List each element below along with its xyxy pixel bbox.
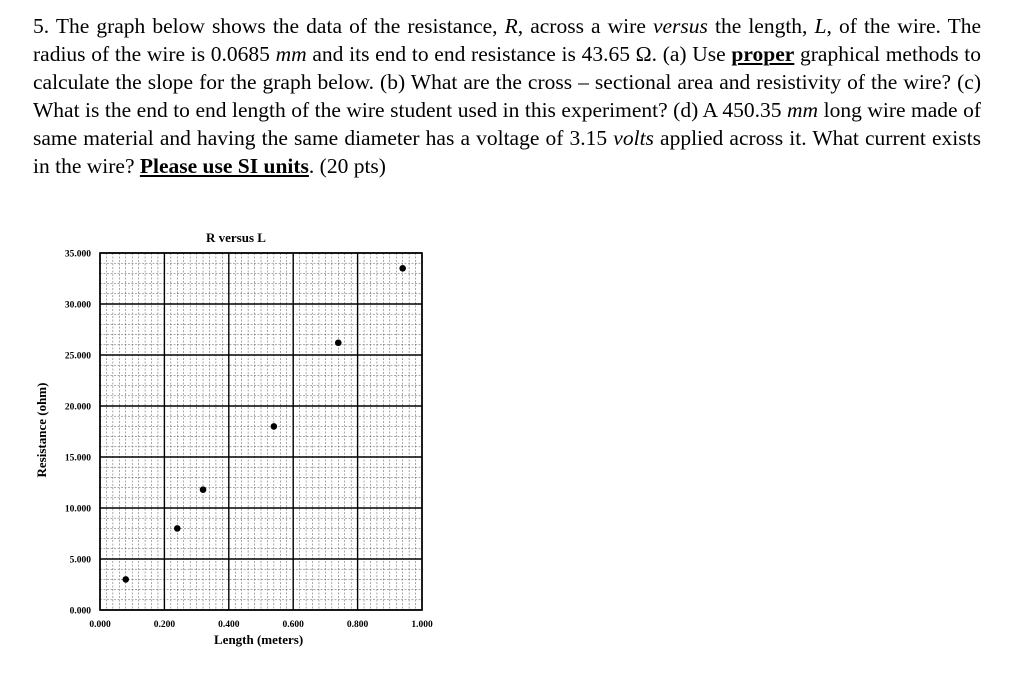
proper-emphasis: proper [731, 42, 795, 66]
x-tick-label: 0.800 [346, 620, 369, 630]
si-units-emphasis: Please use SI units [139, 154, 309, 178]
y-tick-label: 0.000 [69, 606, 91, 617]
versus-word: versus [652, 14, 708, 38]
data-point [174, 525, 181, 532]
data-point [122, 576, 129, 583]
data-point [335, 339, 342, 346]
x-tick-label: 0.200 [153, 620, 176, 630]
problem-statement: 5. The graph below shows the data of the resistance, R, across a wire versus the length, L, of the wire. The radius of the wire is 0.0685 mm and its end to end resistance is 43.65 Ω. (a) Use proper graphical methods to calculate the slope for the graph below. (b) What are the cross – sectional area and resistivity of the wire? (c) What is the end to end length of the wire student used in this experiment? (d) A 450.35 mm long wire made of same material and having the same diameter has a voltage of 3.15 volts applied across it. What current exists in the wire? Please use SI units. (20 pts) [33, 14, 981, 178]
x-tick-label: 0.000 [89, 620, 111, 630]
var-l: L [814, 14, 827, 38]
x-tick-label: 0.600 [282, 620, 304, 630]
y-tick-label: 30.000 [64, 300, 91, 311]
y-tick-label: 25.000 [64, 351, 91, 362]
volts-unit: volts [613, 126, 654, 150]
y-tick-label: 35.000 [64, 249, 91, 260]
x-tick-label: 1.000 [411, 620, 433, 630]
chart-title: R versus L [206, 230, 266, 245]
y-tick-label: 20.000 [64, 402, 91, 413]
var-r: R [504, 14, 518, 38]
data-point [200, 486, 207, 493]
y-tick-label: 15.000 [64, 453, 91, 464]
y-tick-label: 10.000 [64, 504, 91, 515]
data-point [271, 423, 278, 430]
y-tick-label: 5.000 [69, 555, 91, 566]
x-tick-label: 0.400 [218, 620, 240, 630]
data-point [399, 265, 406, 272]
x-axis-label: Length (meters) [214, 632, 304, 647]
